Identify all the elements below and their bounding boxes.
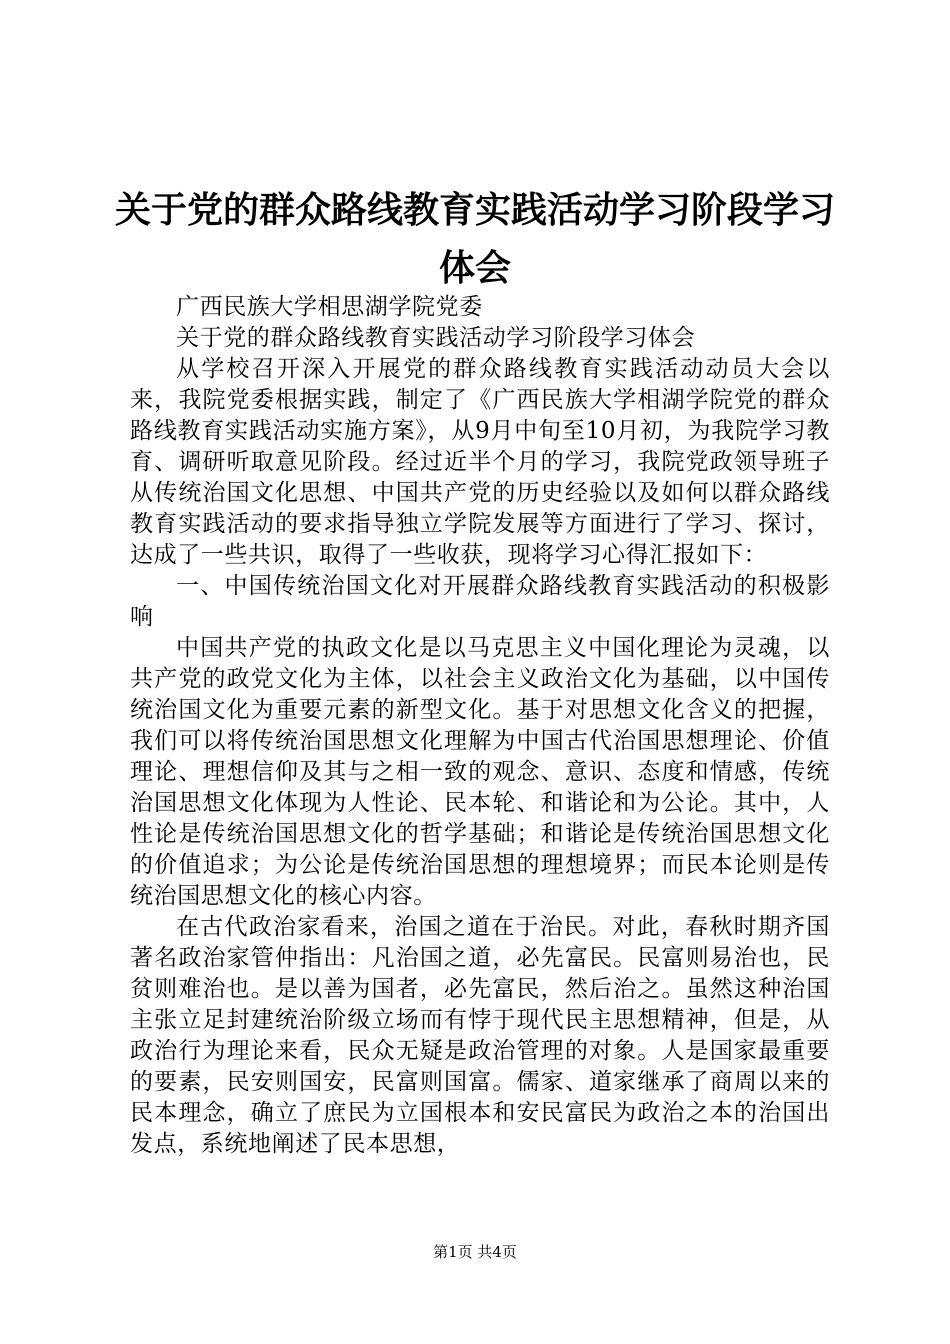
document-body	[130, 292, 830, 1160]
document-title-line1: 关于党的群众路线教育实践活动学习阶段学习	[114, 190, 835, 231]
body-paragraph: 中国共产党的执政文化是以马克思主义中国化理论为灵魂，以共产党的政党文化为主体，以社会主义政治文化为基础，以中国传统治国文化为重要元素的新型文化。基于对思想文化含义的把握，我们可以将传统治国思想文化理解为中国古代治国思想理论、价值理论、理想信仰及其与之相一致的观念、意识、态度和情感，传统治国思想文化体现为人性论、民本轮、和谐论和为公论。其中，人性论是传统治国思想文化的哲学基础；和谐论是传统治国思想文化的价值追求；为公论是传统治国思想的理想境界；而民本论则是传统治国思想文化的核心内容。	[130, 635, 830, 909]
section-heading: 一、中国传统治国文化对开展群众路线教育实践活动的积极影响	[130, 573, 830, 630]
subtitle-line: 关于党的群众路线教育实践活动学习阶段学习体会	[176, 325, 696, 351]
document-title-line2: 体会	[438, 248, 511, 289]
author-line: 广西民族大学相思湖学院党委	[176, 294, 483, 320]
body-paragraph: 在古代政治家看来，治国之道在于治民。对此，春秋时期齐国著名政治家管仲指出：凡治国之道，必先富民。民富则易治也，民贫则难治也。是以善为国者，必先富民，然后治之。虽然这种治国主张立足封建统治阶级立场而有悖于现代民主思想精神，但是，从政治行为理论来看，民众无疑是政治管理的对象。人是国家最重要的要素，民安则国安，民富则国富。儒家、道家继承了商周以来的民本理念，确立了庶民为立国根本和安民富民为政治之本的治国出发点，系统地阐述了民本思想，	[130, 914, 830, 1157]
page-footer: 第1页 共4页	[433, 1243, 517, 1261]
body-paragraph: 从学校召开深入开展党的群众路线教育实践活动动员大会以来，我院党委根据实践，制定了《广西民族大学相湖学院党的群众路线教育实践活动实施方案》，从9月中旬至10月初，为我院学习教育、调研听取意见阶段。经过近半个月的学习，我院党政领导班子从传统治国文化思想、中国共产党的历史经验以及如何以群众路线教育实践活动的要求指导独立学院发展等方面进行了学习、探讨，达成了一些共识，取得了一些收获，现将学习心得汇报如下：	[130, 356, 830, 568]
